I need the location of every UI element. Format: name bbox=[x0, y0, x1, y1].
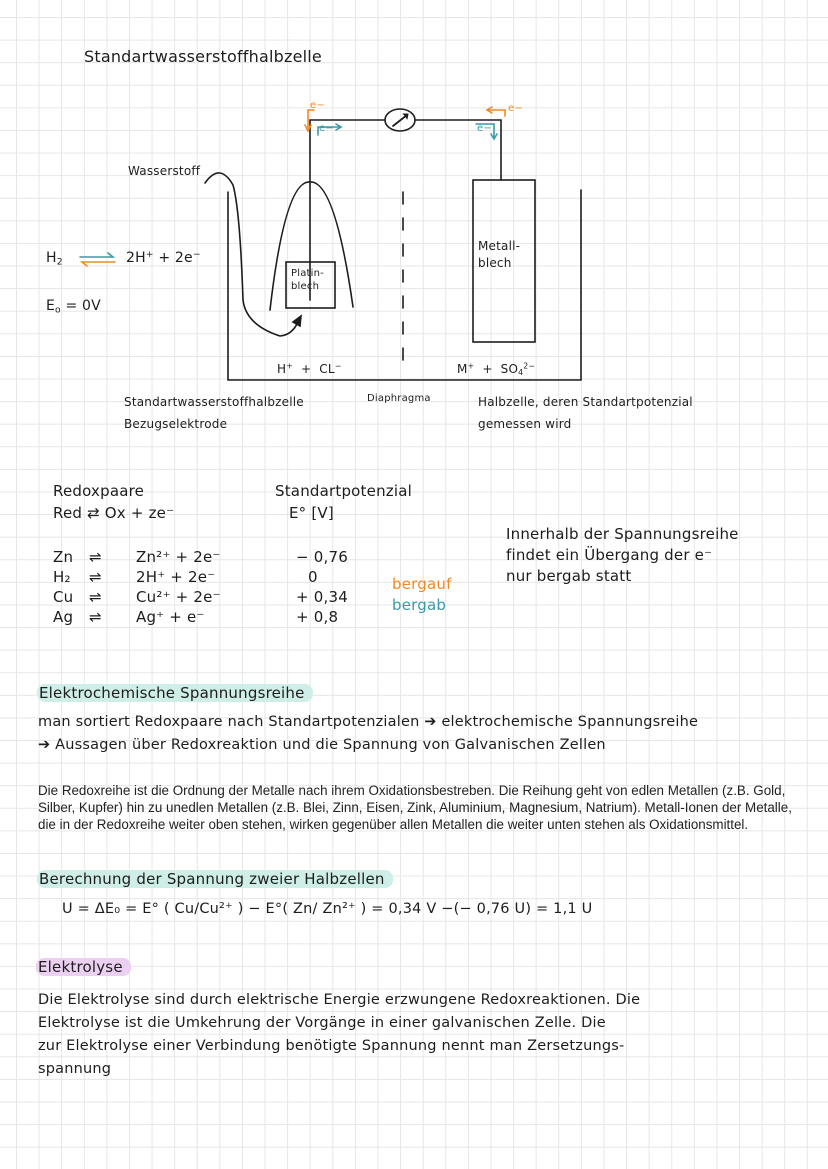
electron-label-teal-right: e− bbox=[477, 123, 492, 134]
redoxreihe-paragraph: Die Redoxreihe ist die Ordnung der Metalle nach ihrem Oxidationsbestreben. Die Reihung geht von edlen Metallen (z.B. Gold, Silber, Kupfer) hin zu unedlen Metallen (z.B. Blei, Zinn, Eisen, Zink, Aluminium, Magnesium, Natrium). Metall-Ionen der Metalle, die in der Redoxreihe weiter oben stehen, wirken gegenüber allen Metallen die weiter unten stehen als Oxidationsmittel. bbox=[38, 783, 792, 833]
electron-label-orange-right: e− bbox=[508, 103, 523, 114]
heading-berechnung: Berechnung der Spannung zweier Halbzellen bbox=[37, 870, 393, 888]
electron-label-teal-left: e− bbox=[319, 123, 334, 134]
table-row: Zn ⇌ Zn²⁺ + 2e⁻ − 0,76 bbox=[53, 548, 348, 566]
table-row: Cu ⇌ Cu²⁺ + 2e⁻ + 0,34 bbox=[53, 588, 348, 606]
heading-elektrolyse: Elektrolyse bbox=[36, 958, 131, 976]
diagram-title: Standartwasserstoffhalbzelle bbox=[84, 47, 322, 66]
electron-label-orange-left: e− bbox=[310, 100, 325, 111]
label-bergab: bergab bbox=[392, 596, 447, 614]
hydrogen-equation-products: 2H+ + 2e− bbox=[126, 250, 201, 266]
caption-diaphragm: Diaphragma bbox=[367, 393, 431, 404]
table-row: Ag ⇌ Ag⁺ + e⁻ + 0,8 bbox=[53, 608, 339, 626]
standard-potential-zero: $E_o = 0V$ bbox=[46, 298, 101, 316]
left-electrolyte-ions: H+ + CL− bbox=[277, 361, 342, 376]
redox-table-rows bbox=[53, 547, 348, 627]
redox-table-header-left: Redoxpaare Red ⇄ Ox + ze⁻ bbox=[53, 482, 175, 522]
elektrolyse-text: Die Elektrolyse sind durch elektrische Energie erzwungene Redoxreaktionen. Die Elektrolyse ist die Umkehrung der Vorgänge in einer galvanischen Zelle. Die zur Elektrolyse einer Verbindung benötigte Spannung nennt man Zersetzungs- spannung bbox=[38, 992, 641, 1077]
hydrogen-label: Wasserstoff bbox=[128, 164, 201, 178]
hydrogen-tube bbox=[205, 173, 298, 336]
heading-spannungsreihe: Elektrochemische Spannungsreihe bbox=[37, 684, 313, 702]
voltage-formula: U = ΔE₀ = E° ( Cu/Cu²⁺ ) − E°( Zn/ Zn²⁺ ) = 0,34 V −(− 0,76 U) = 1,1 U bbox=[62, 901, 593, 917]
table-row: H₂ ⇌ 2H⁺ + 2e⁻ 0 bbox=[53, 568, 318, 586]
spannungsreihe-notes: man sortiert Redoxpaare nach Standartpotenzialen ➔ elektrochemische Spannungsreihe ➔ Aussagen über Redoxreaktion und die Spannung von Galvanischen Zellen bbox=[38, 714, 699, 753]
metal-plate-label: Metall- blech bbox=[478, 239, 521, 270]
redox-table-header-right: Standartpotenzial E° [V] bbox=[275, 482, 412, 522]
label-bergauf: bergauf bbox=[392, 575, 452, 593]
side-note: Innerhalb der Spannungsreihe findet ein Übergang der e⁻ nur bergab statt bbox=[506, 525, 739, 585]
platinum-plate-label: Platin- blech bbox=[291, 268, 324, 292]
beaker-outline bbox=[228, 190, 581, 380]
caption-measured-halfcell: Halbzelle, deren Standartpotenzial gemessen wird bbox=[478, 395, 693, 431]
right-electrolyte-ions: $M^+ + SO_4^{2-}$ bbox=[457, 361, 536, 377]
caption-reference-electrode: Standartwasserstoffhalbzelle Bezugselektrode bbox=[124, 395, 304, 431]
hydrogen-equation: $H_2$ bbox=[46, 250, 63, 268]
